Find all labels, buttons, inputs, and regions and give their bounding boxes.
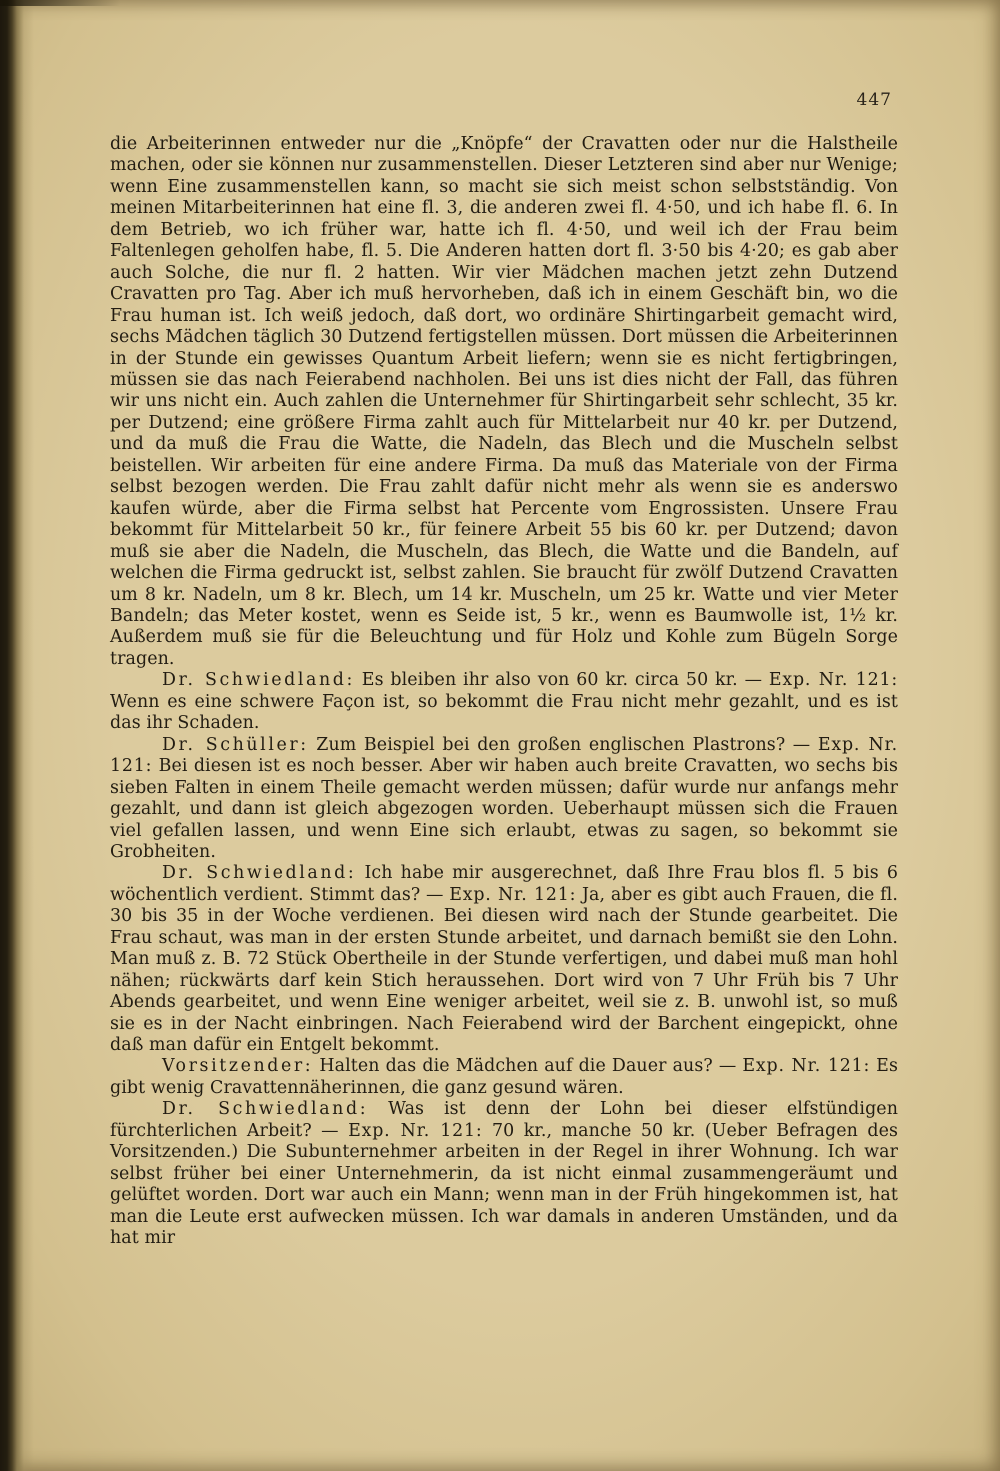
- binding-edge: [0, 0, 34, 1471]
- speaker-name: Vorsitzender:: [162, 1056, 314, 1077]
- body-text: 70 kr., manche 50 kr. (Ueber Befragen des Vorsitzenden.) Die Subunternehmer arbeiten in der Regel in ihrer Wohnung. Ich war selbst früher bei einer Unternehmerin, da ist nicht einmal zusammengeräumt und gelüftet worden. Dort war auch ein Mann; wenn man in der Früh hingekommen ist, hat man die Leute erst aufwecken müssen. Ich war damals in anderen Umständen, und da hat mir: [110, 1120, 898, 1249]
- expert-label: Exp. Nr. 121:: [110, 734, 898, 777]
- page-text: [110, 134, 898, 1250]
- body-text: Was ist denn der Lohn bei dieser elfstündigen fürchterlichen Arbeit? —: [110, 1099, 899, 1141]
- body-text: Ja, aber es gibt auch Frauen, die fl. 30 bis 35 in der Woche verdienen. Bei diesen wird nach der Stunde gearbeitet. Die Frau schaut, was man in der ersten Stunde arbeitet, und darnach bemißt sie den Lohn. Man muß z. B. 72 Stück Obertheile in der Stunde verfertigen, und dabei muß man hohl nähen; rückwärts darf kein Stich heraussehen. Dort wird von 7 Uhr Früh bis 7 Uhr Abends gearbeitet, und wenn Eine weniger arbeitet, weil sie z. B. unwohl ist, so muß sie es in der Nacht einbringen. Nach Feierabend wird der Barchent eingepickt, ohne daß man dafür ein Entgelt bekommt.: [110, 884, 898, 1056]
- expert-label: Exp. Nr. 121:: [742, 1056, 871, 1077]
- body-text: Es gibt wenig Cravattennäherinnen, die ganz gesund wären.: [110, 1056, 898, 1098]
- expert-label: Exp. Nr. 121:: [348, 1120, 483, 1141]
- body-text: Bei diesen ist es noch besser. Aber wir haben auch breite Cravatten, wo sechs bis sieben Falten in einem Theile gemacht werden müssen; dafür wurde nur anfangs mehr gezahlt, und dann ist gleich abgezogen worden. Ueberhaupt müssen sich die Frauen viel gefallen lassen, und wenn Eine sich erlaubt, etwas zu sagen, so bekommt sie Grobheiten.: [110, 756, 898, 862]
- speaker-name: Dr. Schwiedland:: [162, 670, 355, 691]
- body-text: Ich habe mir ausgerechnet, daß Ihre Frau blos fl. 5 bis 6 wöchentlich verdient. Stimmt das? —: [110, 863, 898, 905]
- paragraph: [110, 670, 898, 734]
- body-text: Halten das die Mädchen auf die Dauer aus? —: [313, 1056, 743, 1077]
- body-text: die Arbeiterinnen entweder nur die „Knöpfe“ der Cravatten oder nur die Halstheile machen, oder sie können nur zusammenstellen. Dieser Letzteren sind aber nur Wenige; wenn Eine zusammenstellen kann, so macht sie sich meist schon selbstständig. Von meinen Mitarbeiterinnen hat eine fl. 3, die anderen zwei fl. 4·50, und ich habe fl. 6. In dem Betrieb, wo ich früher war, hatte ich fl. 4·50, und weil ich der Frau beim Faltenlegen geholfen habe, fl. 5. Die Anderen hatten dort fl. 3·50 bis 4·20; es gab aber auch Solche, die nur fl. 2 hatten. Wir vier Mädchen machen jetzt zehn Dutzend Cravatten pro Tag. Aber ich muß hervorheben, daß ich in einem Geschäft bin, wo die Frau human ist. Ich weiß jedoch, daß dort, wo ordinäre Shirtingarbeit gemacht wird, sechs Mädchen täglich 30 Dutzend fertigstellen müssen. Dort müssen die Arbeiterinnen in der Stunde ein gewisses Quantum Arbeit liefern; wenn sie es nicht fertigbringen, müssen sie das nach Feierabend nachholen. Bei uns ist dies nicht der Fall, das führen wir uns nicht ein. Auch zahlen die Unternehmer für Shirtingarbeit sehr schlecht, 35 kr. per Dutzend; eine größere Firma zahlt auch für Mittelarbeit nur 40 kr. per Dutzend, und da muß die Frau die Watte, die Nadeln, das Blech und die Muscheln selbst beistellen. Wir arbeiten für eine andere Firma. Da muß das Materiale von der Firma selbst bezogen werden. Die Frau zahlt dafür nicht mehr als wenn sie es anderswo kaufen würde, aber die Firma selbst hat Percente vom Engrossisten. Unsere Frau bekommt für Mittelarbeit 50 kr., für feinere Arbeit 55 bis 60 kr. per Dutzend; davon muß sie aber die Nadeln, die Muscheln, das Blech, die Watte und die Bandeln, auf welchen die Firma gedruckt ist, selbst zahlen. Sie braucht für zwölf Dutzend Cravatten um 8 kr. Nadeln, um 8 kr. Blech, um 14 kr. Muscheln, um 25 kr. Watte und vier Meter Bandeln; das Meter kostet, wenn es Seide ist, 5 kr., wenn es Baumwolle ist, 1½ kr. Außerdem muß sie für die Beleuchtung und für Holz und Kohle zum Bügeln Sorge tragen.: [110, 134, 898, 669]
- paragraph: [110, 134, 898, 670]
- speaker-name: Dr. Schüller:: [162, 734, 309, 755]
- speaker-name: Dr. Schwiedland:: [162, 1099, 369, 1120]
- paragraph: [110, 863, 898, 1056]
- page-number: 447: [856, 90, 892, 110]
- speaker-name: Dr. Schwiedland:: [162, 863, 357, 884]
- body-text: Wenn es eine schwere Façon ist, so bekommt die Frau nicht mehr gezahlt, und es ist das ihr Schaden.: [110, 691, 898, 734]
- expert-label: Exp. Nr. 121:: [449, 884, 577, 905]
- paragraph: [110, 735, 898, 864]
- body-text: Zum Beispiel bei den großen englischen Plastrons? —: [308, 734, 818, 755]
- paragraph: [110, 1056, 898, 1099]
- body-text: Es bleiben ihr also von 60 kr. circa 50 kr. —: [355, 670, 769, 691]
- expert-label: Exp. Nr. 121:: [768, 670, 898, 691]
- paragraph: [110, 1099, 898, 1249]
- page-edge-shadow: [0, 0, 120, 6]
